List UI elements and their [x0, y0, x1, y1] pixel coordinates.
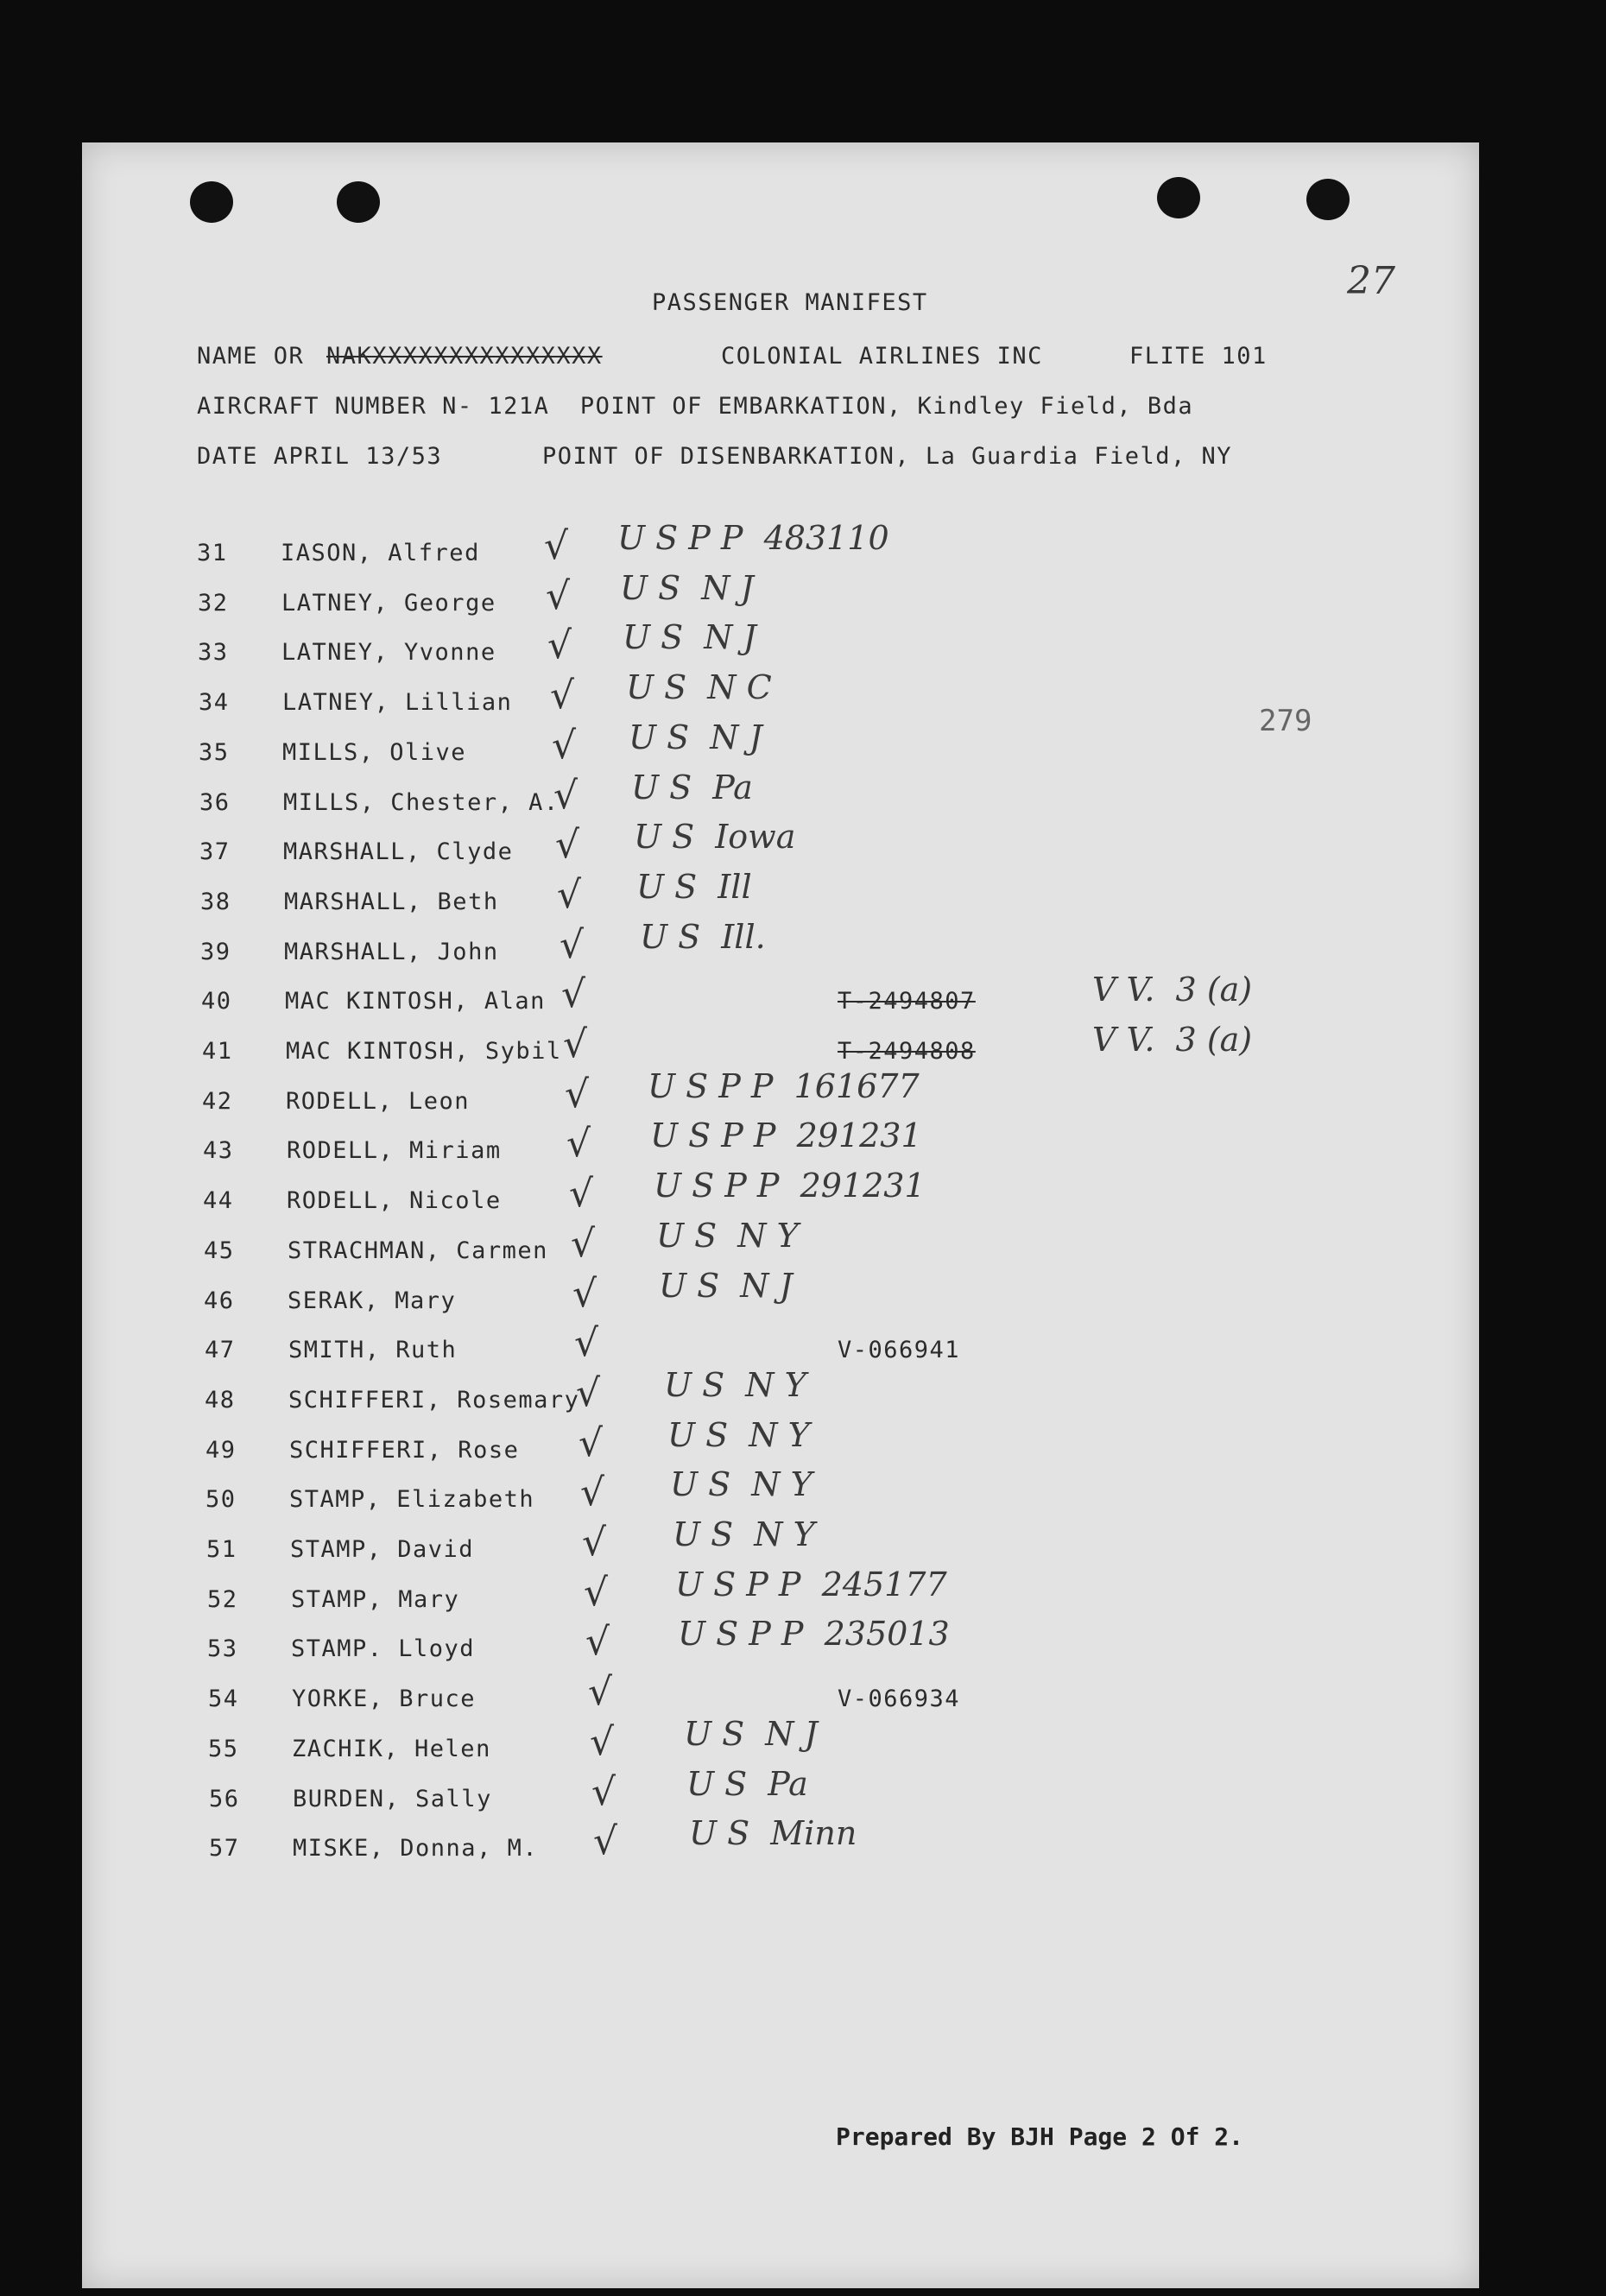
passenger-name: MISKE, Donna, M. — [293, 1835, 539, 1862]
passenger-name: MILLS, Olive — [282, 739, 467, 766]
handwritten-note: U S N J — [629, 718, 762, 756]
row-number: 47 — [205, 1337, 236, 1363]
check-mark: √ — [560, 923, 585, 967]
passenger-name: LATNEY, Yvonne — [281, 639, 496, 666]
check-mark: √ — [588, 1670, 613, 1714]
row-number: 44 — [203, 1187, 234, 1214]
check-mark: √ — [547, 623, 572, 667]
row-number: 51 — [206, 1536, 237, 1563]
passenger-name: ZACHIK, Helen — [292, 1736, 491, 1762]
row-number: 43 — [203, 1137, 234, 1164]
handwritten-note: U S N Y — [667, 1416, 810, 1454]
manifest-page — [82, 142, 1479, 2288]
check-mark: √ — [579, 1421, 604, 1465]
check-mark: √ — [593, 1819, 618, 1863]
punch-hole — [190, 181, 233, 223]
passenger-name: SCHIFFERI, Rose — [289, 1437, 520, 1464]
check-mark: √ — [572, 1272, 598, 1316]
check-mark: √ — [574, 1321, 599, 1365]
passenger-name: MARSHALL, Clyde — [283, 838, 514, 865]
passenger-name: STRACHMAN, Carmen — [288, 1237, 548, 1264]
passenger-name: SERAK, Mary — [288, 1287, 457, 1314]
row-number: 34 — [199, 689, 230, 716]
row-number: 55 — [208, 1736, 239, 1762]
passenger-name: IASON, Alfred — [281, 540, 480, 566]
check-mark: √ — [544, 524, 569, 568]
check-mark: √ — [566, 1122, 591, 1166]
document-number: V-066934 — [838, 1686, 961, 1712]
handwritten-note: U S Pa — [686, 1765, 808, 1803]
check-mark: √ — [557, 873, 582, 917]
row-number: 31 — [197, 540, 228, 566]
punch-hole — [1306, 179, 1350, 220]
handwritten-note: U S P P 235013 — [678, 1615, 950, 1653]
passenger-name: BURDEN, Sally — [293, 1786, 492, 1812]
passenger-name: MARSHALL, John — [284, 939, 499, 965]
row-number: 33 — [198, 639, 229, 666]
check-mark: √ — [569, 1172, 594, 1216]
handwritten-note: U S N Y — [664, 1366, 806, 1404]
handwritten-note: U S Ill. — [640, 918, 766, 956]
check-mark: √ — [591, 1770, 616, 1814]
check-mark: √ — [555, 823, 580, 867]
check-mark: √ — [571, 1222, 596, 1266]
document-note: V V. 3 (a) — [1092, 1021, 1253, 1059]
row-number: 35 — [199, 739, 230, 766]
passenger-name: YORKE, Bruce — [292, 1686, 477, 1712]
handwritten-note: U S N J — [620, 569, 754, 607]
manifest-title: PASSENGER MANIFEST — [652, 289, 928, 316]
prepared-by-footer: Prepared By BJH Page 2 Of 2. — [836, 2122, 1244, 2151]
header-aircraft-embarkation: AIRCRAFT NUMBER N- 121A POINT OF EMBARKATION, Kindley Field, Bda — [197, 393, 1194, 420]
row-number: 39 — [200, 939, 231, 965]
handwritten-note: U S P P 483110 — [617, 519, 889, 557]
punch-hole — [1157, 177, 1200, 218]
handwritten-note: U S N J — [659, 1267, 793, 1305]
passenger-name: RODELL, Miriam — [287, 1137, 502, 1164]
header-flight: FLITE 101 — [1129, 343, 1268, 370]
document-number: V-066941 — [838, 1337, 961, 1363]
handwritten-note: U S N Y — [673, 1515, 815, 1553]
handwritten-note: U S Pa — [631, 768, 753, 806]
check-mark: √ — [584, 1571, 609, 1615]
row-number: 52 — [207, 1586, 238, 1613]
handwritten-note: U S N Y — [670, 1465, 812, 1503]
handwritten-note: U S P P 291231 — [650, 1116, 922, 1154]
passenger-name: RODELL, Leon — [286, 1088, 471, 1115]
passenger-name: MAC KINTOSH, Sybil — [286, 1038, 562, 1065]
check-mark: √ — [550, 674, 575, 718]
passenger-name: RODELL, Nicole — [287, 1187, 502, 1214]
row-number: 57 — [209, 1835, 240, 1862]
row-number: 38 — [200, 889, 231, 915]
document-note: V V. 3 (a) — [1092, 971, 1253, 1009]
row-number: 37 — [199, 838, 231, 865]
document-number: T-2494808 — [838, 1038, 976, 1065]
row-number: 53 — [207, 1635, 238, 1662]
passenger-name: STAMP, Elizabeth — [289, 1486, 535, 1513]
handwritten-note: U S Minn — [689, 1814, 857, 1852]
row-number: 32 — [198, 590, 229, 617]
check-mark: √ — [565, 1072, 590, 1116]
passenger-name: MAC KINTOSH, Alan — [285, 988, 546, 1015]
check-mark: √ — [563, 1022, 588, 1066]
row-number: 36 — [199, 789, 231, 816]
passenger-name: STAMP, Mary — [291, 1586, 460, 1613]
check-mark: √ — [580, 1471, 605, 1515]
header-struck-text: NAKXXXXXXXXXXXXXXX — [326, 343, 603, 370]
passenger-name: SCHIFFERI, Rosemary — [288, 1387, 580, 1414]
row-number: 45 — [204, 1237, 235, 1264]
passenger-name: LATNEY, Lillian — [282, 689, 513, 716]
row-number: 41 — [202, 1038, 233, 1065]
handwritten-note: U S N Y — [656, 1217, 799, 1255]
header-airline: COLONIAL AIRLINES INC — [721, 343, 1043, 370]
check-mark: √ — [585, 1620, 610, 1664]
handwritten-note: U S Ill — [636, 868, 752, 906]
check-mark: √ — [576, 1371, 601, 1415]
handwritten-note: U S N J — [684, 1715, 818, 1753]
row-number: 50 — [205, 1486, 237, 1513]
passenger-name: STAMP. Lloyd — [291, 1635, 476, 1662]
check-mark: √ — [553, 774, 579, 818]
passenger-name: LATNEY, George — [281, 590, 496, 617]
check-mark: √ — [552, 724, 577, 768]
passenger-name: SMITH, Ruth — [288, 1337, 458, 1363]
stamped-page-number: 279 — [1259, 704, 1312, 738]
check-mark: √ — [582, 1521, 607, 1565]
check-mark: √ — [590, 1720, 615, 1764]
corner-mark: 27 — [1347, 259, 1395, 303]
check-mark: √ — [561, 972, 586, 1016]
row-number: 48 — [205, 1387, 236, 1414]
passenger-name: MILLS, Chester, A. — [283, 789, 560, 816]
row-number: 40 — [201, 988, 232, 1015]
handwritten-note: U S N J — [623, 618, 756, 656]
row-number: 46 — [204, 1287, 235, 1314]
handwritten-note: U S P P 161677 — [648, 1067, 920, 1105]
passenger-name: MARSHALL, Beth — [284, 889, 499, 915]
header-date: DATE APRIL 13/53 — [197, 443, 443, 470]
row-number: 42 — [202, 1088, 233, 1115]
handwritten-note: U S N C — [626, 668, 772, 706]
handwritten-note: U S P P 245177 — [675, 1565, 947, 1603]
passenger-name: STAMP, David — [290, 1536, 475, 1563]
header-name-label: NAME OR — [197, 343, 305, 370]
handwritten-note: U S Iowa — [634, 818, 796, 856]
document-number: T-2494807 — [838, 988, 976, 1015]
check-mark: √ — [546, 574, 571, 618]
row-number: 56 — [209, 1786, 240, 1812]
row-number: 49 — [205, 1437, 237, 1464]
header-disembarkation: POINT OF DISENBARKATION, La Guardia Field, NY — [542, 443, 1232, 470]
handwritten-note: U S P P 291231 — [654, 1167, 926, 1205]
row-number: 54 — [208, 1686, 239, 1712]
punch-hole — [337, 181, 380, 223]
